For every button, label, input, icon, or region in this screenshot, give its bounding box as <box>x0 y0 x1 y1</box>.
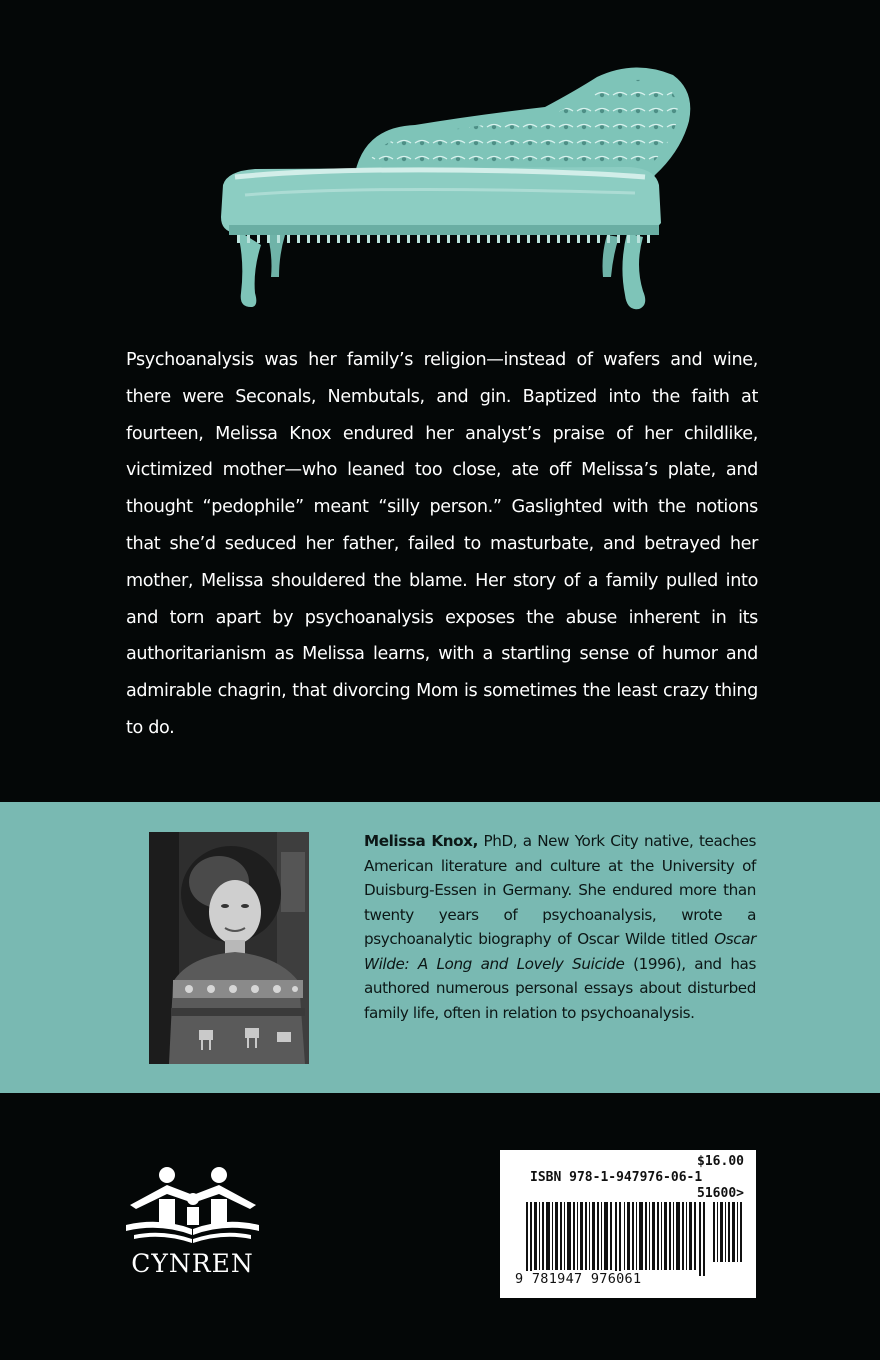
publisher-name: CYNREN <box>131 1249 254 1278</box>
author-book-title: Oscar Wilde: A Long and Lovely Suicide <box>364 930 756 973</box>
price-addon-code: 51600> <box>697 1186 744 1201</box>
author-photo <box>149 832 309 1064</box>
barcode-icon <box>520 1202 742 1276</box>
author-bio-text-2: (1996), and has authored numerous personal essays about disturbed family life, often in relation to psychoanalysis. <box>364 954 756 1022</box>
author-bio-text-1: PhD, a New York City native, teaches American literature and culture at the University of Duisburg-Essen in Germany. She endured more than twenty years of psychoanalysis, wrote a psychoanalytic biography of Oscar Wilde titled <box>364 832 756 948</box>
author-name: Melissa Knox, <box>364 832 478 850</box>
ean-digits: 9 781947 976061 <box>515 1271 642 1287</box>
price-label: $16.00 <box>697 1154 744 1169</box>
people-over-open-book-logo <box>120 1165 265 1249</box>
barcode-panel <box>500 1150 756 1298</box>
publisher-logo <box>120 1165 265 1285</box>
blurb-text: Psychoanalysis was her family’s religion—instead of wafers and wine, there were Seconals, Nembutals, and gin. Baptized into the faith at fourteen, Melissa Knox endured her analyst’s praise of her childlike, victimized mother—who leaned too close, ate off Melissa’s plate, and thought “pedophile” meant “silly person.” Gaslighted with the notions that she’d seduced her father, failed to masturbate, and betrayed her mother, Melissa shouldered the blame. Her story of a family pulled into and torn apart by psychoanalysis exposes the abuse inherent in its authoritarianism as Melissa learns, with a startling sense of humor and admirable chagrin, that divorcing Mom is sometimes the least crazy thing to do. <box>126 350 758 738</box>
back-cover-blurb <box>126 342 758 747</box>
author-bio-paragraph <box>364 829 756 1025</box>
isbn-label: ISBN 978-1-947976-06-1 <box>530 1170 703 1185</box>
author-bio <box>364 829 756 1025</box>
chaise-longue-illustration <box>215 55 695 320</box>
